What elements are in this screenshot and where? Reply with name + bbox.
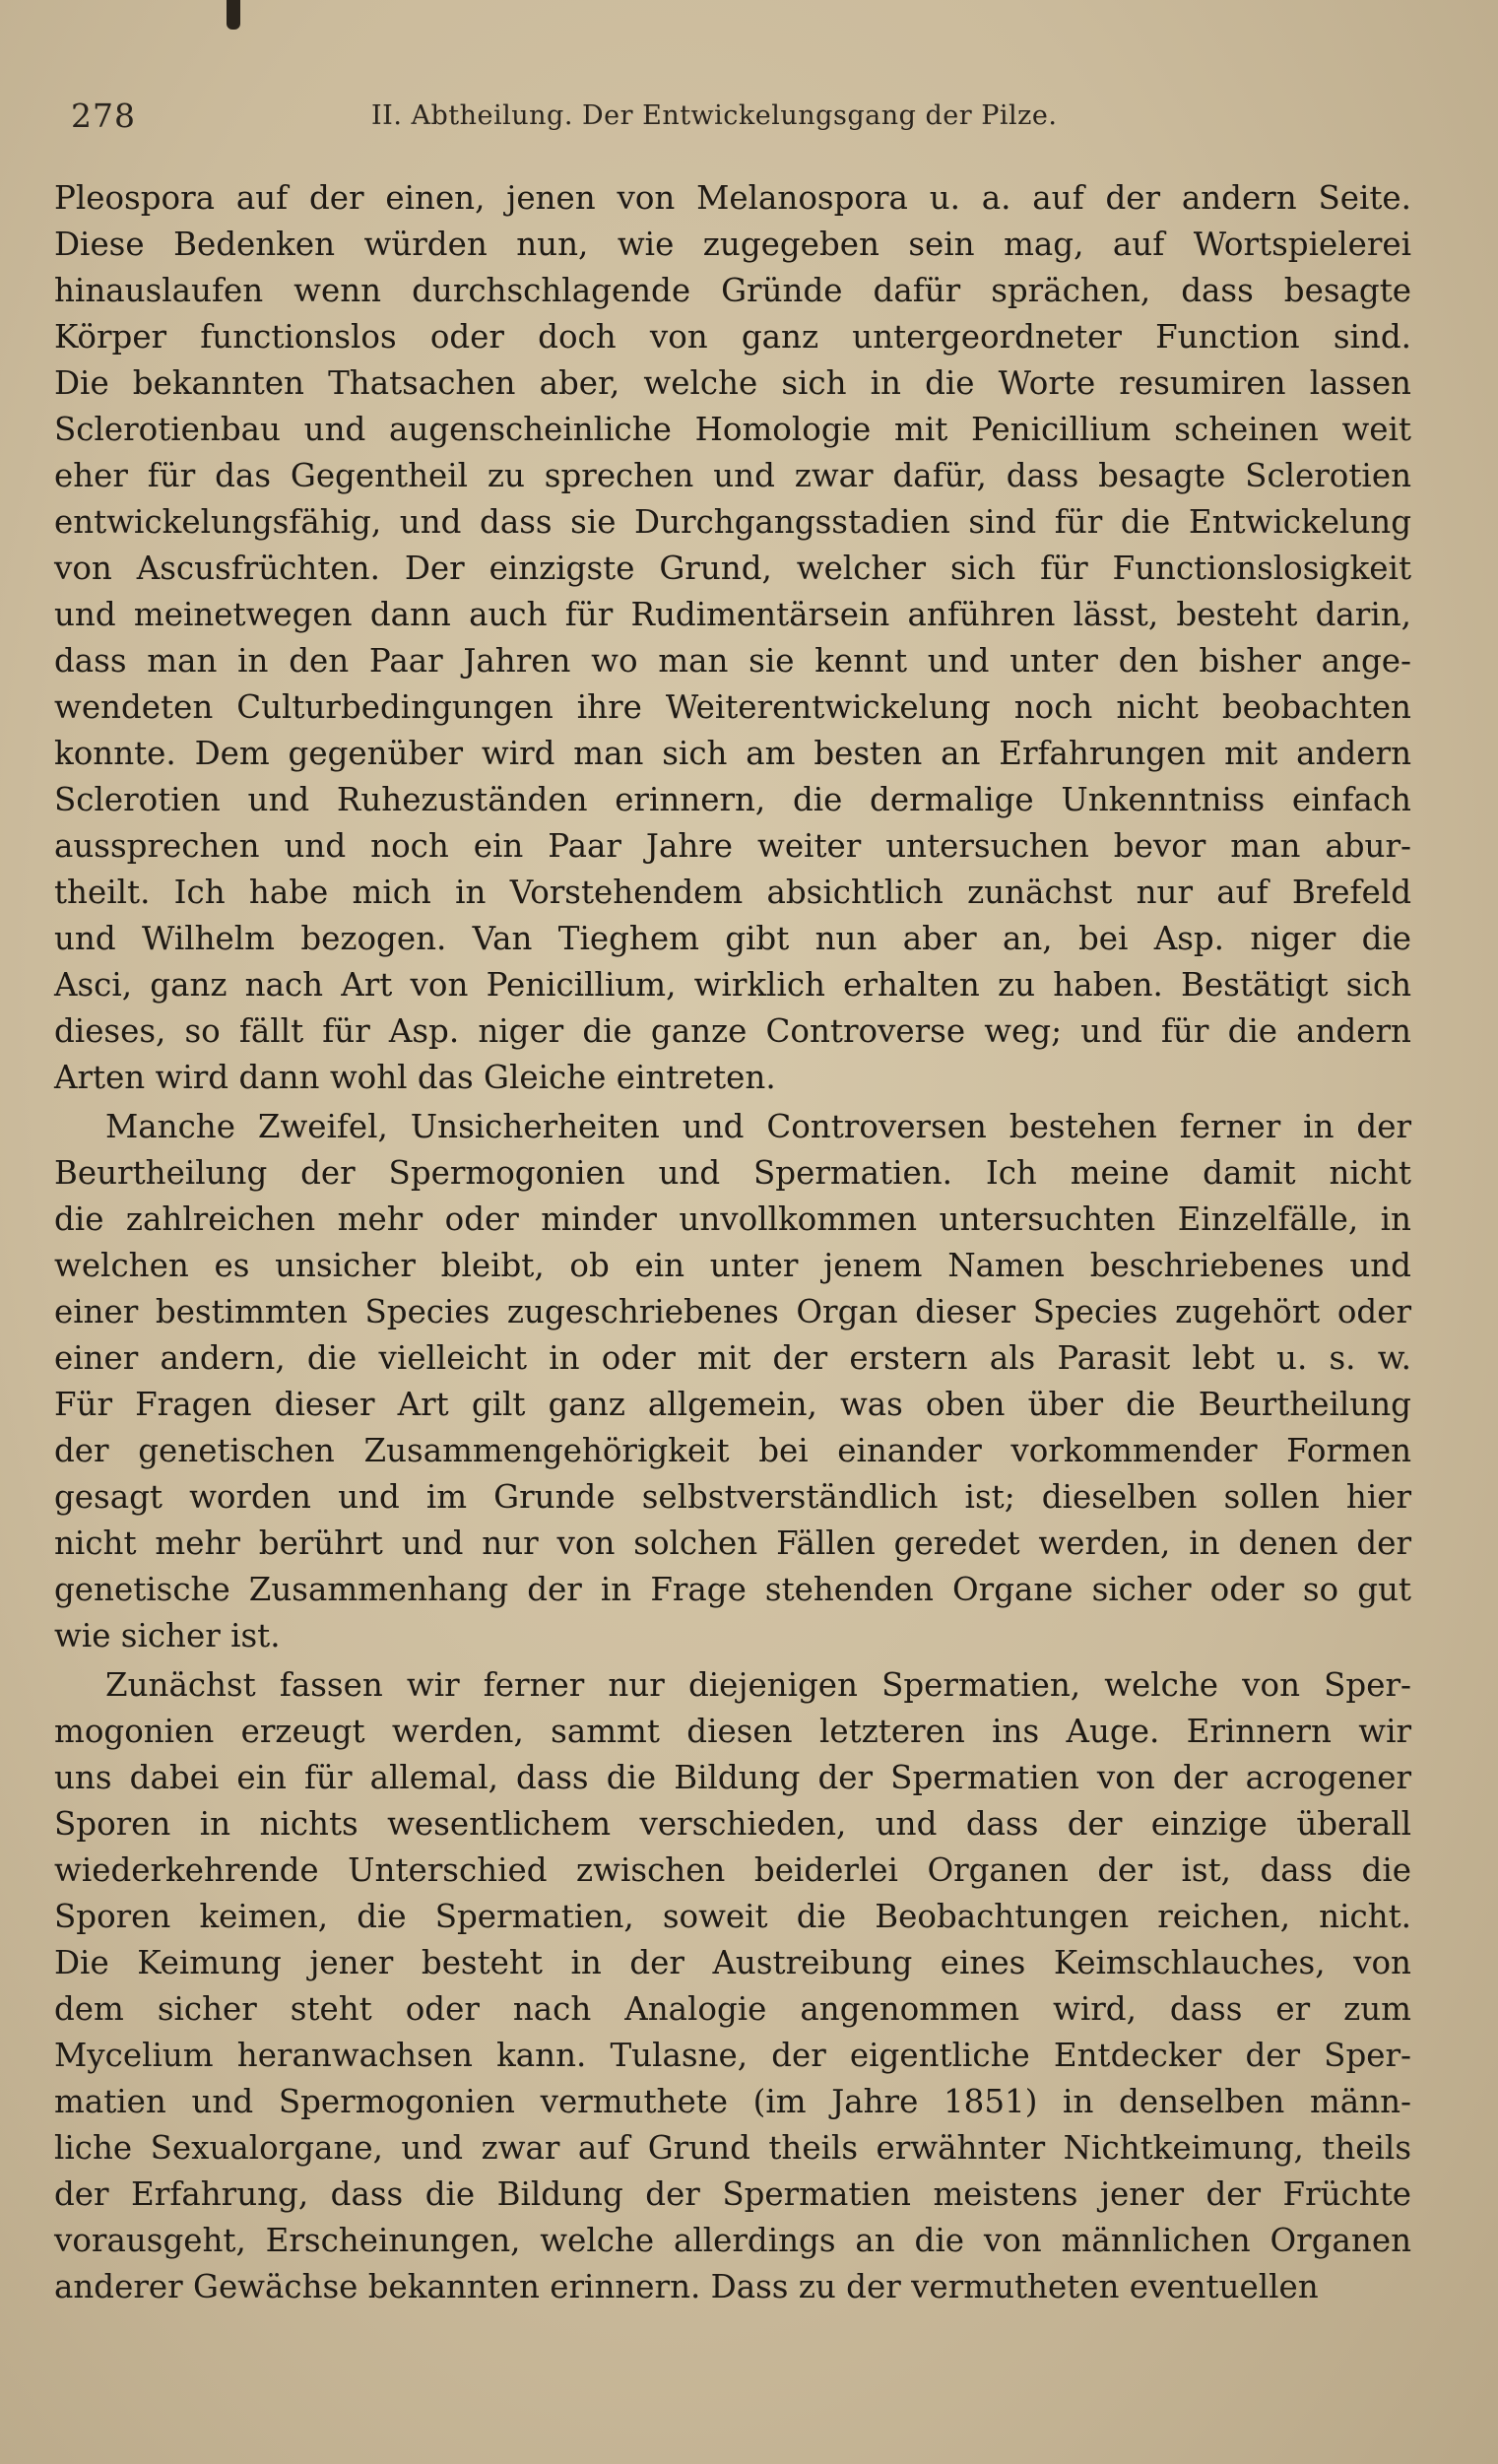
text-line: dass man in den Paar Jahren wo man sie kennt und unter den bisher ange- bbox=[54, 642, 1411, 680]
text-line: einer andern, die vielleicht in oder mit der erstern als Parasit lebt u. s. w. bbox=[54, 1339, 1411, 1377]
text-line: nicht mehr berührt und nur von solchen Fällen geredet werden, in denen der bbox=[54, 1524, 1411, 1562]
text-line: Manche Zweifel, Unsicherheiten und Controversen bestehen ferner in der bbox=[105, 1108, 1411, 1145]
paragraph bbox=[54, 175, 1411, 1101]
text-line: anderer Gewächse bekannten erinnern. Dass zu der vermutheten eventuellen bbox=[54, 2268, 1319, 2305]
paragraph bbox=[54, 1104, 1411, 1659]
body-text bbox=[54, 175, 1411, 2310]
text-line: und Wilhelm bezogen. Van Tieghem gibt nun aber an, bei Asp. niger die bbox=[54, 920, 1411, 957]
page-number: 278 bbox=[71, 97, 136, 135]
text-line: Asci, ganz nach Art von Penicillium, wirklich erhalten zu haben. Bestätigt sich bbox=[54, 966, 1411, 1004]
text-line: vorausgeht, Erscheinungen, welche allerdings an die von männlichen Organen bbox=[54, 2222, 1411, 2259]
text-line: Zunächst fassen wir ferner nur diejenigen Spermatien, welche von Sper- bbox=[105, 1666, 1411, 1704]
running-head: II. Abtheilung. Der Entwickelungsgang der Pilze. bbox=[371, 100, 1058, 131]
text-line: Beurtheilung der Spermogonien und Spermatien. Ich meine damit nicht bbox=[54, 1154, 1411, 1192]
text-line: genetische Zusammenhang der in Frage stehenden Organe sicher oder so gut bbox=[54, 1571, 1411, 1608]
text-line: Körper functionslos oder doch von ganz untergeordneter Function sind. bbox=[54, 318, 1411, 356]
text-line: wendeten Culturbedingungen ihre Weiterentwickelung noch nicht beobachten bbox=[54, 688, 1411, 726]
text-line: der genetischen Zusammengehörigkeit bei einander vorkommender Formen bbox=[54, 1432, 1411, 1469]
text-line: Pleospora auf der einen, jenen von Melanospora u. a. auf der andern Seite. bbox=[54, 179, 1411, 217]
text-line: hinauslaufen wenn durchschlagende Gründe dafür sprächen, dass besagte bbox=[54, 272, 1411, 309]
text-line: Sclerotien und Ruhezuständen erinnern, die dermalige Unkenntniss einfach bbox=[54, 781, 1411, 818]
text-line: einer bestimmten Species zugeschriebenes Organ dieser Species zugehört oder bbox=[54, 1293, 1411, 1330]
text-line: von Ascusfrüchten. Der einzigste Grund, welcher sich für Functionslosigkeit bbox=[54, 550, 1411, 587]
ink-speck bbox=[227, 0, 240, 30]
text-line: wie sicher ist. bbox=[54, 1617, 281, 1654]
text-line: dieses, so fällt für Asp. niger die ganze Controverse weg; und für die andern bbox=[54, 1012, 1411, 1050]
text-line: dem sicher steht oder nach Analogie angenommen wird, dass er zum bbox=[54, 1990, 1411, 2028]
text-line: und meinetwegen dann auch für Rudimentärsein anführen lässt, besteht darin, bbox=[54, 596, 1411, 633]
text-line: theilt. Ich habe mich in Vorstehendem absichtlich zunächst nur auf Brefeld bbox=[54, 874, 1411, 911]
text-line: die zahlreichen mehr oder minder unvollkommen untersuchten Einzelfälle, in bbox=[54, 1200, 1411, 1238]
text-line: Diese Bedenken würden nun, wie zugegeben sein mag, auf Wortspielerei bbox=[54, 226, 1411, 263]
text-line: liche Sexualorgane, und zwar auf Grund theils erwähnter Nichtkeimung, theils bbox=[54, 2129, 1411, 2167]
text-line: Mycelium heranwachsen kann. Tulasne, der eigentliche Entdecker der Sper- bbox=[54, 2037, 1411, 2074]
text-line: mogonien erzeugt werden, sammt diesen letzteren ins Auge. Erinnern wir bbox=[54, 1713, 1411, 1750]
text-line: Die Keimung jener besteht in der Austreibung eines Keimschlauches, von bbox=[54, 1944, 1411, 1981]
text-line: eher für das Gegentheil zu sprechen und zwar dafür, dass besagte Sclerotien bbox=[54, 457, 1411, 494]
text-line: wiederkehrende Unterschied zwischen beiderlei Organen der ist, dass die bbox=[54, 1851, 1411, 1889]
text-line: uns dabei ein für allemal, dass die Bildung der Spermatien von der acrogener bbox=[54, 1759, 1411, 1796]
text-line: Sclerotienbau und augenscheinliche Homologie mit Penicillium scheinen weit bbox=[54, 411, 1411, 448]
text-line: Arten wird dann wohl das Gleiche eintreten. bbox=[54, 1059, 776, 1096]
text-line: Sporen in nichts wesentlichem verschieden, und dass der einzige überall bbox=[54, 1805, 1411, 1843]
paragraph bbox=[54, 1662, 1411, 2310]
page-header bbox=[71, 97, 1381, 146]
text-line: Sporen keimen, die Spermatien, soweit die Beobachtungen reichen, nicht. bbox=[54, 1898, 1411, 1935]
text-line: matien und Spermogonien vermuthete (im Jahre 1851) in denselben männ- bbox=[54, 2083, 1411, 2120]
text-line: gesagt worden und im Grunde selbstverständlich ist; dieselben sollen hier bbox=[54, 1478, 1411, 1516]
text-line: Die bekannten Thatsachen aber, welche sich in die Worte resumiren lassen bbox=[54, 364, 1411, 402]
text-line: entwickelungsfähig, und dass sie Durchgangsstadien sind für die Entwickelung bbox=[54, 503, 1411, 541]
text-line: der Erfahrung, dass die Bildung der Spermatien meistens jener der Früchte bbox=[54, 2175, 1411, 2213]
text-line: aussprechen und noch ein Paar Jahre weiter untersuchen bevor man abur- bbox=[54, 827, 1411, 865]
text-line: konnte. Dem gegenüber wird man sich am besten an Erfahrungen mit andern bbox=[54, 735, 1411, 772]
text-line: welchen es unsicher bleibt, ob ein unter jenem Namen beschriebenes und bbox=[54, 1247, 1411, 1284]
text-line: Für Fragen dieser Art gilt ganz allgemein, was oben über die Beurtheilung bbox=[54, 1386, 1411, 1423]
